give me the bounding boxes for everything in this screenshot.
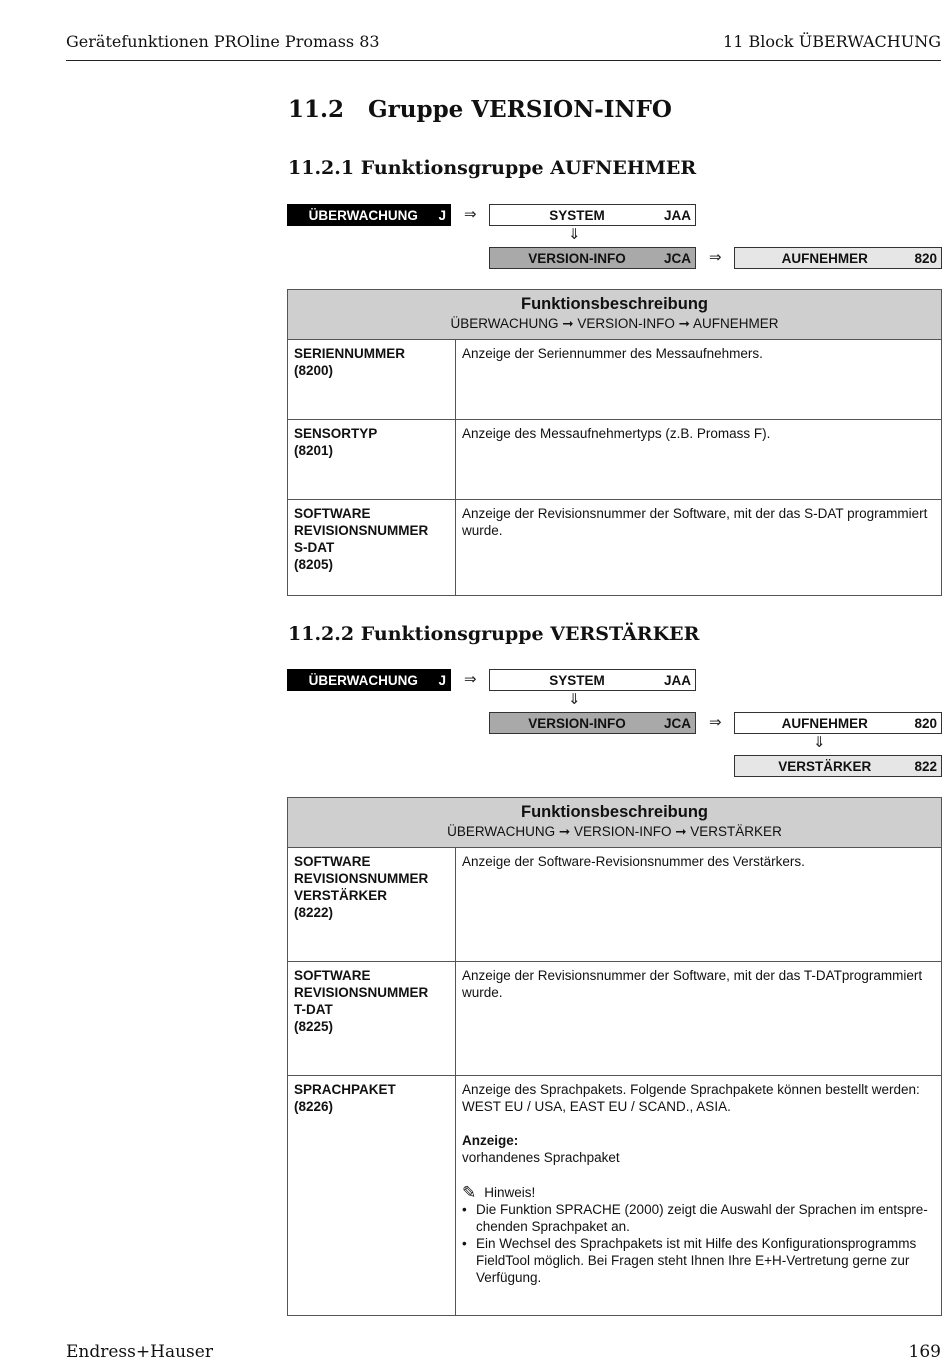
nav-box-code: 822 <box>914 758 937 774</box>
nav-box-group <box>489 204 696 226</box>
nav-box-funcgroup <box>734 712 942 734</box>
table-header-path: ÜBERWACHUNG ➞ VERSION-INFO ➞ AUFNEHMER <box>450 316 779 331</box>
nav-box-label: VERSION-INFO <box>528 250 626 266</box>
nav-box-label: SYSTEM <box>549 207 605 223</box>
nav-box-label: ÜBERWACHUNG <box>308 207 418 223</box>
function-name: SPRACHPAKET (8226) <box>288 1076 456 1316</box>
table-header <box>288 798 942 848</box>
nav-box-subgroup <box>489 712 696 734</box>
function-name: SOFTWARE REVISIONSNUMMER T-DAT (8225) <box>288 962 456 1076</box>
arrow-right-icon: ⇒ <box>464 206 477 223</box>
table-row <box>288 500 942 596</box>
description-text: Anzeige des Sprachpakets. Folgende Sprachpakete können bestellt werden: WEST EU / USA, EAST EU / SCAND., ASIA. <box>462 1082 920 1114</box>
table-header-path: ÜBERWACHUNG ➞ VERSION-INFO ➞ VERSTÄRKER <box>447 824 782 839</box>
function-description: Anzeige der Software-Revisionsnummer des Verstärkers. <box>456 848 942 962</box>
nav-box-code: JAA <box>663 207 691 223</box>
display-value: vorhandenes Sprachpaket <box>462 1150 620 1165</box>
nav-box-code: J <box>438 207 446 223</box>
table-row <box>288 420 942 500</box>
nav-box-block <box>287 204 451 226</box>
function-description: Anzeige der Revisionsnummer der Software, mit der das S-DAT programmiert wurde. <box>456 500 942 596</box>
note-list <box>462 1201 935 1286</box>
nav-box-funcgroup2 <box>734 755 942 777</box>
table-row <box>288 340 942 420</box>
list-item: • Ein Wechsel des Sprachpakets ist mit Hilfe des Konfigurationsprogramms FieldTool möglich. Bei Fragen steht Ihnen Ihre E+H-Vertretung gerne zur Verfügung. <box>462 1235 935 1286</box>
function-name: SOFTWARE REVISIONSNUMMER VERSTÄRKER (8222) <box>288 848 456 962</box>
nav-box-code: JCA <box>663 250 691 266</box>
header-rule <box>66 60 941 61</box>
footer-brand: Endress+Hauser <box>66 1342 213 1362</box>
arrow-right-icon: ⇒ <box>464 671 477 688</box>
nav-box-label: VERSION-INFO <box>528 715 626 731</box>
nav-box-block <box>287 669 451 691</box>
list-item: • Die Funktion SPRACHE (2000) zeigt die Auswahl der Sprachen im entspre-chenden Sprachpaket an. <box>462 1201 935 1235</box>
arrow-right-icon: ⇒ <box>709 714 722 731</box>
table-header-title: Funktionsbeschreibung <box>520 803 708 821</box>
table-header <box>288 290 942 340</box>
nav-box-group <box>489 669 696 691</box>
nav-box-code: J <box>438 672 446 688</box>
nav-box-label: AUFNEHMER <box>781 250 868 266</box>
nav-box-label: ÜBERWACHUNG <box>308 672 418 688</box>
nav-box-label: SYSTEM <box>549 672 605 688</box>
nav-box-code: 820 <box>914 250 937 266</box>
table-row <box>288 1076 942 1316</box>
nav-box-code: JCA <box>663 715 691 731</box>
function-table-verstaerker <box>287 797 942 1316</box>
nav-box-subgroup <box>489 247 696 269</box>
function-name: SERIENNUMMER (8200) <box>288 340 456 420</box>
arrow-down-icon: ⇓ <box>568 226 581 243</box>
nav-box-code: 820 <box>914 715 937 731</box>
note-heading <box>462 1184 935 1201</box>
subsection-title-verstaerker: 11.2.2 Funktionsgruppe VERSTÄRKER <box>288 623 700 645</box>
running-header-right: 11 Block ÜBERWACHUNG <box>723 32 941 51</box>
nav-box-funcgroup <box>734 247 942 269</box>
table-row <box>288 848 942 962</box>
function-name: SOFTWARE REVISIONSNUMMER S-DAT (8205) <box>288 500 456 596</box>
function-table-aufnehmer <box>287 289 942 596</box>
page-number: 169 <box>908 1342 941 1362</box>
function-description: Anzeige des Messaufnehmertyps (z.B. Promass F). <box>456 420 942 500</box>
nav-box-label: VERSTÄRKER <box>778 758 872 774</box>
running-header-left: Gerätefunktionen PROline Promass 83 <box>66 32 380 51</box>
table-header-title: Funktionsbeschreibung <box>520 295 708 313</box>
nav-box-code: JAA <box>663 672 691 688</box>
subsection-title-aufnehmer: 11.2.1 Funktionsgruppe AUFNEHMER <box>288 157 697 179</box>
function-description <box>456 1076 942 1316</box>
nav-box-label: AUFNEHMER <box>781 715 868 731</box>
function-description: Anzeige der Seriennummer des Messaufnehmers. <box>456 340 942 420</box>
arrow-down-icon: ⇓ <box>568 691 581 708</box>
pencil-note-icon: ✎ <box>462 1183 477 1202</box>
function-description: Anzeige der Revisionsnummer der Software, mit der das T-DATprogrammiert wurde. <box>456 962 942 1076</box>
arrow-right-icon: ⇒ <box>709 249 722 266</box>
arrow-down-icon: ⇓ <box>813 734 826 751</box>
section-title: 11.2 Gruppe VERSION-INFO <box>288 96 672 123</box>
note-title: Hinweis! <box>484 1185 536 1200</box>
display-label: Anzeige: <box>462 1133 519 1148</box>
function-name: SENSORTYP (8201) <box>288 420 456 500</box>
table-row <box>288 962 942 1076</box>
